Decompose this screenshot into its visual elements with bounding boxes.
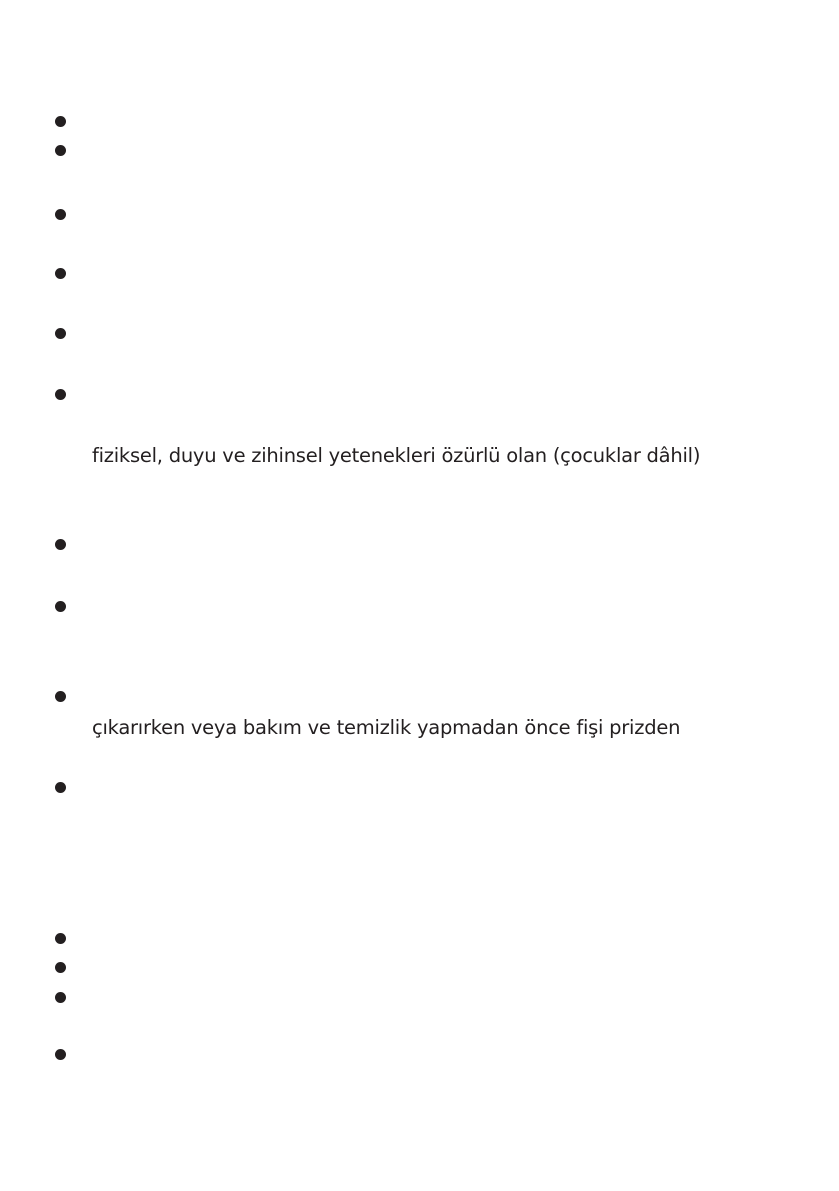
bullet-3 [55, 209, 66, 220]
bullet-11 [55, 933, 66, 944]
text-line-1: fiziksel, duyu ve zihinsel yetenekleri özürlü olan (çocuklar dâhil) [92, 444, 701, 467]
bullet-2 [55, 145, 66, 156]
bullet-9 [55, 691, 66, 702]
bullet-10 [55, 782, 66, 793]
bullet-4 [55, 268, 66, 279]
bullet-5 [55, 328, 66, 339]
bullet-13 [55, 992, 66, 1003]
text-line-2: çıkarırken veya bakım ve temizlik yapmadan önce fişi prizden [92, 716, 681, 739]
bullet-7 [55, 539, 66, 550]
bullet-14 [55, 1049, 66, 1060]
bullet-6 [55, 389, 66, 400]
bullet-12 [55, 962, 66, 973]
bullet-1 [55, 116, 66, 127]
bullet-8 [55, 601, 66, 612]
